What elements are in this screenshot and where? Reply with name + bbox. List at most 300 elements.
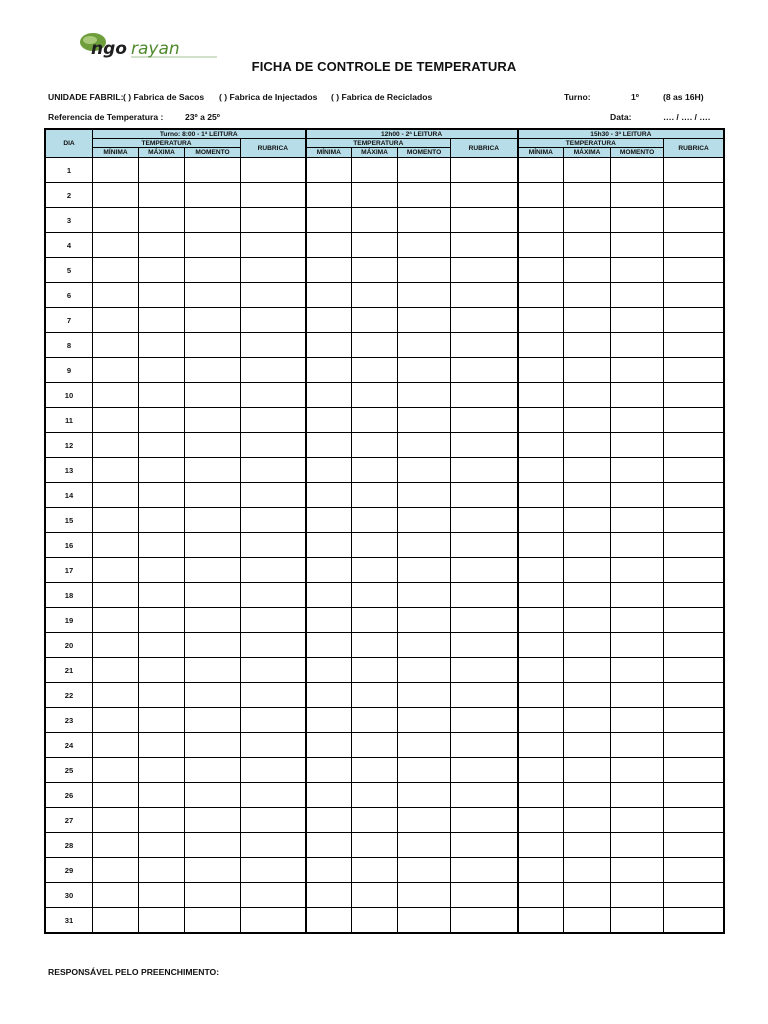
momento-cell-3[interactable]: [611, 808, 664, 833]
maxima-cell-3[interactable]: [564, 558, 611, 583]
minima-cell-1[interactable]: [93, 458, 139, 483]
momento-cell-3[interactable]: [611, 833, 664, 858]
maxima-cell-3[interactable]: [564, 733, 611, 758]
momento-cell-1[interactable]: [185, 158, 241, 183]
maxima-cell-3[interactable]: [564, 858, 611, 883]
momento-cell-2[interactable]: [398, 408, 451, 433]
maxima-cell-1[interactable]: [139, 358, 185, 383]
minima-cell-2[interactable]: [306, 308, 352, 333]
maxima-cell-3[interactable]: [564, 808, 611, 833]
minima-cell-2[interactable]: [306, 258, 352, 283]
rubrica-cell-1[interactable]: [241, 383, 306, 408]
momento-cell-3[interactable]: [611, 908, 664, 933]
maxima-cell-2[interactable]: [352, 533, 398, 558]
rubrica-cell-2[interactable]: [451, 533, 518, 558]
maxima-cell-2[interactable]: [352, 158, 398, 183]
maxima-cell-2[interactable]: [352, 658, 398, 683]
rubrica-cell-3[interactable]: [664, 833, 724, 858]
rubrica-cell-1[interactable]: [241, 908, 306, 933]
momento-cell-1[interactable]: [185, 433, 241, 458]
momento-cell-1[interactable]: [185, 908, 241, 933]
minima-cell-1[interactable]: [93, 858, 139, 883]
minima-cell-3[interactable]: [518, 908, 564, 933]
momento-cell-2[interactable]: [398, 708, 451, 733]
option-fabrica-injectados[interactable]: ( ) Fabrica de Injectados: [219, 92, 318, 102]
minima-cell-2[interactable]: [306, 833, 352, 858]
maxima-cell-2[interactable]: [352, 708, 398, 733]
maxima-cell-1[interactable]: [139, 258, 185, 283]
momento-cell-1[interactable]: [185, 558, 241, 583]
momento-cell-1[interactable]: [185, 458, 241, 483]
minima-cell-1[interactable]: [93, 708, 139, 733]
maxima-cell-3[interactable]: [564, 533, 611, 558]
minima-cell-3[interactable]: [518, 758, 564, 783]
minima-cell-3[interactable]: [518, 433, 564, 458]
maxima-cell-2[interactable]: [352, 858, 398, 883]
momento-cell-3[interactable]: [611, 633, 664, 658]
minima-cell-1[interactable]: [93, 183, 139, 208]
minima-cell-3[interactable]: [518, 558, 564, 583]
rubrica-cell-1[interactable]: [241, 783, 306, 808]
rubrica-cell-2[interactable]: [451, 883, 518, 908]
maxima-cell-3[interactable]: [564, 908, 611, 933]
momento-cell-1[interactable]: [185, 533, 241, 558]
minima-cell-1[interactable]: [93, 258, 139, 283]
rubrica-cell-2[interactable]: [451, 158, 518, 183]
minima-cell-2[interactable]: [306, 283, 352, 308]
option-fabrica-sacos[interactable]: ( ) Fabrica de Sacos: [123, 92, 205, 102]
rubrica-cell-3[interactable]: [664, 508, 724, 533]
rubrica-cell-1[interactable]: [241, 483, 306, 508]
rubrica-cell-3[interactable]: [664, 458, 724, 483]
rubrica-cell-1[interactable]: [241, 658, 306, 683]
rubrica-cell-1[interactable]: [241, 508, 306, 533]
minima-cell-2[interactable]: [306, 908, 352, 933]
minima-cell-3[interactable]: [518, 858, 564, 883]
maxima-cell-1[interactable]: [139, 833, 185, 858]
momento-cell-2[interactable]: [398, 358, 451, 383]
rubrica-cell-1[interactable]: [241, 158, 306, 183]
momento-cell-1[interactable]: [185, 708, 241, 733]
minima-cell-1[interactable]: [93, 558, 139, 583]
rubrica-cell-1[interactable]: [241, 733, 306, 758]
minima-cell-2[interactable]: [306, 433, 352, 458]
rubrica-cell-2[interactable]: [451, 458, 518, 483]
rubrica-cell-1[interactable]: [241, 333, 306, 358]
momento-cell-3[interactable]: [611, 883, 664, 908]
maxima-cell-1[interactable]: [139, 208, 185, 233]
momento-cell-3[interactable]: [611, 333, 664, 358]
momento-cell-1[interactable]: [185, 733, 241, 758]
minima-cell-1[interactable]: [93, 883, 139, 908]
minima-cell-1[interactable]: [93, 533, 139, 558]
maxima-cell-3[interactable]: [564, 308, 611, 333]
maxima-cell-1[interactable]: [139, 158, 185, 183]
maxima-cell-3[interactable]: [564, 708, 611, 733]
maxima-cell-1[interactable]: [139, 883, 185, 908]
maxima-cell-1[interactable]: [139, 283, 185, 308]
minima-cell-1[interactable]: [93, 308, 139, 333]
rubrica-cell-2[interactable]: [451, 608, 518, 633]
maxima-cell-1[interactable]: [139, 608, 185, 633]
rubrica-cell-1[interactable]: [241, 708, 306, 733]
minima-cell-3[interactable]: [518, 258, 564, 283]
momento-cell-2[interactable]: [398, 158, 451, 183]
momento-cell-3[interactable]: [611, 583, 664, 608]
maxima-cell-2[interactable]: [352, 733, 398, 758]
minima-cell-1[interactable]: [93, 758, 139, 783]
rubrica-cell-2[interactable]: [451, 658, 518, 683]
maxima-cell-3[interactable]: [564, 208, 611, 233]
maxima-cell-3[interactable]: [564, 483, 611, 508]
maxima-cell-1[interactable]: [139, 558, 185, 583]
momento-cell-3[interactable]: [611, 233, 664, 258]
momento-cell-1[interactable]: [185, 758, 241, 783]
momento-cell-3[interactable]: [611, 683, 664, 708]
momento-cell-2[interactable]: [398, 608, 451, 633]
rubrica-cell-3[interactable]: [664, 733, 724, 758]
maxima-cell-2[interactable]: [352, 883, 398, 908]
momento-cell-3[interactable]: [611, 408, 664, 433]
minima-cell-1[interactable]: [93, 333, 139, 358]
minima-cell-2[interactable]: [306, 633, 352, 658]
minima-cell-3[interactable]: [518, 633, 564, 658]
rubrica-cell-2[interactable]: [451, 908, 518, 933]
rubrica-cell-2[interactable]: [451, 683, 518, 708]
minima-cell-1[interactable]: [93, 208, 139, 233]
rubrica-cell-1[interactable]: [241, 258, 306, 283]
minima-cell-1[interactable]: [93, 908, 139, 933]
minima-cell-3[interactable]: [518, 333, 564, 358]
momento-cell-3[interactable]: [611, 483, 664, 508]
maxima-cell-1[interactable]: [139, 808, 185, 833]
maxima-cell-2[interactable]: [352, 483, 398, 508]
maxima-cell-1[interactable]: [139, 483, 185, 508]
minima-cell-3[interactable]: [518, 308, 564, 333]
rubrica-cell-2[interactable]: [451, 783, 518, 808]
maxima-cell-2[interactable]: [352, 208, 398, 233]
rubrica-cell-3[interactable]: [664, 808, 724, 833]
maxima-cell-1[interactable]: [139, 333, 185, 358]
momento-cell-2[interactable]: [398, 183, 451, 208]
rubrica-cell-3[interactable]: [664, 383, 724, 408]
maxima-cell-1[interactable]: [139, 233, 185, 258]
minima-cell-2[interactable]: [306, 483, 352, 508]
rubrica-cell-2[interactable]: [451, 408, 518, 433]
momento-cell-1[interactable]: [185, 583, 241, 608]
minima-cell-3[interactable]: [518, 183, 564, 208]
maxima-cell-2[interactable]: [352, 458, 398, 483]
minima-cell-3[interactable]: [518, 808, 564, 833]
maxima-cell-2[interactable]: [352, 833, 398, 858]
minima-cell-3[interactable]: [518, 708, 564, 733]
maxima-cell-3[interactable]: [564, 883, 611, 908]
minima-cell-3[interactable]: [518, 208, 564, 233]
maxima-cell-2[interactable]: [352, 383, 398, 408]
minima-cell-3[interactable]: [518, 158, 564, 183]
rubrica-cell-2[interactable]: [451, 433, 518, 458]
maxima-cell-3[interactable]: [564, 333, 611, 358]
rubrica-cell-3[interactable]: [664, 533, 724, 558]
momento-cell-2[interactable]: [398, 258, 451, 283]
maxima-cell-2[interactable]: [352, 258, 398, 283]
rubrica-cell-3[interactable]: [664, 283, 724, 308]
minima-cell-2[interactable]: [306, 883, 352, 908]
momento-cell-2[interactable]: [398, 658, 451, 683]
minima-cell-3[interactable]: [518, 683, 564, 708]
maxima-cell-1[interactable]: [139, 858, 185, 883]
rubrica-cell-3[interactable]: [664, 633, 724, 658]
momento-cell-2[interactable]: [398, 458, 451, 483]
rubrica-cell-3[interactable]: [664, 483, 724, 508]
minima-cell-2[interactable]: [306, 808, 352, 833]
momento-cell-1[interactable]: [185, 408, 241, 433]
maxima-cell-1[interactable]: [139, 658, 185, 683]
maxima-cell-1[interactable]: [139, 583, 185, 608]
momento-cell-2[interactable]: [398, 733, 451, 758]
momento-cell-2[interactable]: [398, 333, 451, 358]
momento-cell-3[interactable]: [611, 508, 664, 533]
maxima-cell-2[interactable]: [352, 508, 398, 533]
maxima-cell-3[interactable]: [564, 508, 611, 533]
rubrica-cell-3[interactable]: [664, 258, 724, 283]
momento-cell-1[interactable]: [185, 608, 241, 633]
rubrica-cell-1[interactable]: [241, 533, 306, 558]
rubrica-cell-1[interactable]: [241, 883, 306, 908]
rubrica-cell-2[interactable]: [451, 358, 518, 383]
maxima-cell-1[interactable]: [139, 408, 185, 433]
maxima-cell-1[interactable]: [139, 783, 185, 808]
maxima-cell-3[interactable]: [564, 658, 611, 683]
maxima-cell-1[interactable]: [139, 433, 185, 458]
rubrica-cell-3[interactable]: [664, 658, 724, 683]
rubrica-cell-3[interactable]: [664, 408, 724, 433]
rubrica-cell-2[interactable]: [451, 183, 518, 208]
maxima-cell-3[interactable]: [564, 408, 611, 433]
maxima-cell-1[interactable]: [139, 383, 185, 408]
momento-cell-1[interactable]: [185, 683, 241, 708]
rubrica-cell-2[interactable]: [451, 483, 518, 508]
momento-cell-3[interactable]: [611, 758, 664, 783]
maxima-cell-1[interactable]: [139, 533, 185, 558]
minima-cell-3[interactable]: [518, 733, 564, 758]
maxima-cell-3[interactable]: [564, 633, 611, 658]
momento-cell-3[interactable]: [611, 783, 664, 808]
minima-cell-3[interactable]: [518, 233, 564, 258]
momento-cell-2[interactable]: [398, 583, 451, 608]
minima-cell-1[interactable]: [93, 233, 139, 258]
minima-cell-1[interactable]: [93, 158, 139, 183]
minima-cell-1[interactable]: [93, 808, 139, 833]
minima-cell-3[interactable]: [518, 533, 564, 558]
momento-cell-2[interactable]: [398, 233, 451, 258]
momento-cell-1[interactable]: [185, 183, 241, 208]
minima-cell-3[interactable]: [518, 658, 564, 683]
maxima-cell-1[interactable]: [139, 458, 185, 483]
rubrica-cell-1[interactable]: [241, 608, 306, 633]
maxima-cell-3[interactable]: [564, 233, 611, 258]
minima-cell-1[interactable]: [93, 508, 139, 533]
maxima-cell-1[interactable]: [139, 758, 185, 783]
rubrica-cell-3[interactable]: [664, 683, 724, 708]
rubrica-cell-1[interactable]: [241, 183, 306, 208]
maxima-cell-1[interactable]: [139, 683, 185, 708]
momento-cell-1[interactable]: [185, 833, 241, 858]
rubrica-cell-1[interactable]: [241, 458, 306, 483]
momento-cell-3[interactable]: [611, 158, 664, 183]
minima-cell-3[interactable]: [518, 358, 564, 383]
momento-cell-3[interactable]: [611, 433, 664, 458]
rubrica-cell-2[interactable]: [451, 833, 518, 858]
rubrica-cell-3[interactable]: [664, 183, 724, 208]
maxima-cell-2[interactable]: [352, 558, 398, 583]
minima-cell-3[interactable]: [518, 458, 564, 483]
momento-cell-1[interactable]: [185, 483, 241, 508]
momento-cell-3[interactable]: [611, 658, 664, 683]
momento-cell-2[interactable]: [398, 308, 451, 333]
momento-cell-1[interactable]: [185, 783, 241, 808]
rubrica-cell-2[interactable]: [451, 558, 518, 583]
momento-cell-3[interactable]: [611, 183, 664, 208]
maxima-cell-2[interactable]: [352, 908, 398, 933]
rubrica-cell-3[interactable]: [664, 783, 724, 808]
rubrica-cell-1[interactable]: [241, 833, 306, 858]
rubrica-cell-3[interactable]: [664, 208, 724, 233]
rubrica-cell-1[interactable]: [241, 583, 306, 608]
momento-cell-1[interactable]: [185, 808, 241, 833]
rubrica-cell-2[interactable]: [451, 233, 518, 258]
rubrica-cell-1[interactable]: [241, 308, 306, 333]
momento-cell-2[interactable]: [398, 508, 451, 533]
minima-cell-2[interactable]: [306, 708, 352, 733]
rubrica-cell-3[interactable]: [664, 608, 724, 633]
minima-cell-1[interactable]: [93, 633, 139, 658]
minima-cell-2[interactable]: [306, 158, 352, 183]
minima-cell-2[interactable]: [306, 733, 352, 758]
maxima-cell-3[interactable]: [564, 158, 611, 183]
momento-cell-3[interactable]: [611, 858, 664, 883]
rubrica-cell-3[interactable]: [664, 758, 724, 783]
minima-cell-2[interactable]: [306, 758, 352, 783]
minima-cell-2[interactable]: [306, 683, 352, 708]
momento-cell-2[interactable]: [398, 433, 451, 458]
minima-cell-2[interactable]: [306, 458, 352, 483]
momento-cell-1[interactable]: [185, 333, 241, 358]
rubrica-cell-1[interactable]: [241, 433, 306, 458]
momento-cell-2[interactable]: [398, 558, 451, 583]
maxima-cell-1[interactable]: [139, 508, 185, 533]
rubrica-cell-3[interactable]: [664, 333, 724, 358]
rubrica-cell-1[interactable]: [241, 808, 306, 833]
maxima-cell-3[interactable]: [564, 258, 611, 283]
rubrica-cell-1[interactable]: [241, 358, 306, 383]
maxima-cell-3[interactable]: [564, 608, 611, 633]
rubrica-cell-1[interactable]: [241, 208, 306, 233]
maxima-cell-3[interactable]: [564, 583, 611, 608]
minima-cell-1[interactable]: [93, 608, 139, 633]
maxima-cell-2[interactable]: [352, 583, 398, 608]
maxima-cell-3[interactable]: [564, 833, 611, 858]
momento-cell-1[interactable]: [185, 358, 241, 383]
momento-cell-1[interactable]: [185, 283, 241, 308]
rubrica-cell-2[interactable]: [451, 508, 518, 533]
rubrica-cell-1[interactable]: [241, 633, 306, 658]
momento-cell-3[interactable]: [611, 283, 664, 308]
option-fabrica-reciclados[interactable]: ( ) Fabrica de Reciclados: [331, 92, 433, 102]
rubrica-cell-2[interactable]: [451, 708, 518, 733]
rubrica-cell-2[interactable]: [451, 258, 518, 283]
rubrica-cell-2[interactable]: [451, 758, 518, 783]
rubrica-cell-1[interactable]: [241, 558, 306, 583]
rubrica-cell-3[interactable]: [664, 908, 724, 933]
momento-cell-2[interactable]: [398, 483, 451, 508]
maxima-cell-1[interactable]: [139, 633, 185, 658]
rubrica-cell-2[interactable]: [451, 583, 518, 608]
rubrica-cell-1[interactable]: [241, 283, 306, 308]
minima-cell-3[interactable]: [518, 283, 564, 308]
rubrica-cell-1[interactable]: [241, 233, 306, 258]
data-value[interactable]: …. / …. / ….: [663, 112, 711, 122]
maxima-cell-3[interactable]: [564, 358, 611, 383]
minima-cell-3[interactable]: [518, 583, 564, 608]
minima-cell-2[interactable]: [306, 508, 352, 533]
momento-cell-3[interactable]: [611, 458, 664, 483]
minima-cell-1[interactable]: [93, 833, 139, 858]
momento-cell-3[interactable]: [611, 308, 664, 333]
momento-cell-2[interactable]: [398, 833, 451, 858]
rubrica-cell-2[interactable]: [451, 333, 518, 358]
rubrica-cell-3[interactable]: [664, 558, 724, 583]
minima-cell-1[interactable]: [93, 483, 139, 508]
minima-cell-1[interactable]: [93, 583, 139, 608]
minima-cell-2[interactable]: [306, 583, 352, 608]
minima-cell-2[interactable]: [306, 533, 352, 558]
momento-cell-2[interactable]: [398, 758, 451, 783]
maxima-cell-3[interactable]: [564, 758, 611, 783]
maxima-cell-3[interactable]: [564, 683, 611, 708]
minima-cell-2[interactable]: [306, 858, 352, 883]
maxima-cell-2[interactable]: [352, 783, 398, 808]
maxima-cell-1[interactable]: [139, 183, 185, 208]
rubrica-cell-2[interactable]: [451, 733, 518, 758]
rubrica-cell-3[interactable]: [664, 708, 724, 733]
rubrica-cell-2[interactable]: [451, 383, 518, 408]
momento-cell-1[interactable]: [185, 208, 241, 233]
minima-cell-2[interactable]: [306, 183, 352, 208]
momento-cell-1[interactable]: [185, 508, 241, 533]
maxima-cell-3[interactable]: [564, 458, 611, 483]
minima-cell-1[interactable]: [93, 683, 139, 708]
rubrica-cell-3[interactable]: [664, 308, 724, 333]
maxima-cell-1[interactable]: [139, 733, 185, 758]
rubrica-cell-3[interactable]: [664, 158, 724, 183]
momento-cell-3[interactable]: [611, 383, 664, 408]
momento-cell-3[interactable]: [611, 558, 664, 583]
momento-cell-2[interactable]: [398, 683, 451, 708]
maxima-cell-2[interactable]: [352, 308, 398, 333]
maxima-cell-2[interactable]: [352, 633, 398, 658]
maxima-cell-2[interactable]: [352, 358, 398, 383]
minima-cell-2[interactable]: [306, 658, 352, 683]
maxima-cell-3[interactable]: [564, 783, 611, 808]
rubrica-cell-3[interactable]: [664, 883, 724, 908]
rubrica-cell-3[interactable]: [664, 583, 724, 608]
rubrica-cell-1[interactable]: [241, 858, 306, 883]
minima-cell-2[interactable]: [306, 608, 352, 633]
momento-cell-3[interactable]: [611, 533, 664, 558]
momento-cell-1[interactable]: [185, 258, 241, 283]
minima-cell-3[interactable]: [518, 408, 564, 433]
